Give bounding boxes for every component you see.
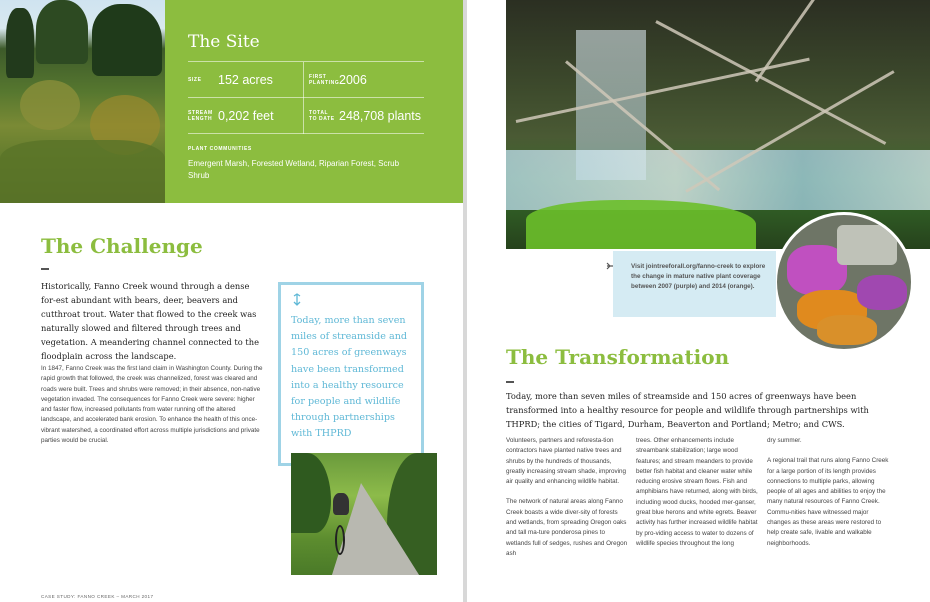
column-1-paragraph-1: Volunteers, partners and reforesta-tion contractors have planted native trees and shrubs by the hundreds of thousands, greatly increasing stream shade, improving air quality and enhancing wildlife habitat. [506,437,627,486]
challenge-divider [41,268,49,270]
transformation-lead: Today, more than seven miles of streamside and 150 acres of greenways have been transformed into a healthy resource for people and wildlife through partnerships with THPRD; the cities of Tigard, Durham, Beaverton and Portland; Metro; and CWS. [506,391,869,429]
pull-quote [278,282,424,466]
stat-stream-length [188,109,303,123]
challenge-title: The Challenge [41,234,203,258]
stat-size-value: 152 acres [218,72,273,87]
stats-row-1 [188,61,424,97]
stat-size-label: SIZE [188,76,202,83]
column-3-paragraph-2: A regional trail that runs along Fanno Creek for a large portion of its length provides connections to multiple parks, allowing people of all ages and abilities to enjoy the many natural resources of Fanno Creek. Commu-nities have witnessed major changes as these areas were restored to help create safe, livable and walkable neighborhoods. [767,457,889,547]
site-title: The Site [188,32,260,52]
stat-total-label: TOTAL TO DATE [309,109,335,122]
site-photo [0,0,165,203]
plant-communities [188,146,418,182]
map-callout [613,251,776,317]
transformation-divider [506,381,514,383]
transformation-column-1 [506,436,628,559]
stat-total [303,98,424,134]
site-stats [188,61,424,134]
communities-value: Emergent Marsh, Forested Wetland, Riparian Forest, Scrub Shrub [188,159,400,180]
bike-trail-photo [291,453,437,575]
callout-text: Visit jointreeforall.org/fanno-creek to explore the change in mature native plant coverage between 2007 (purple) and 2014 (orange). [631,263,766,290]
transformation-column-3 [767,436,889,549]
stat-stream-length-label: STREAM LENGTH [188,109,213,122]
left-page [0,0,463,602]
pull-quote-text: Today, more than seven miles of streamside and 150 acres of greenways have been transformed into a healthy resource for people and wildlife through partnerships with THPRD [291,315,408,440]
column-3-paragraph-1: dry summer. [767,437,802,444]
stat-size [188,73,303,87]
page-footer: CASE STUDY: FANNO CREEK – MARCH 2017 [41,594,154,599]
stat-stream-length-value: 0,202 feet [218,108,274,123]
transformation-title: The Transformation [506,345,730,369]
right-page [467,0,930,602]
column-1-paragraph-2: The network of natural areas along Fanno Creek boasts a wide diver-sity of forests and wetlands, from spreading Oregon oaks and tall ma-ture ponderosa pines to wetlands full of sedges, rushes and Oregon ash [506,498,628,557]
stat-first-planting-label: FIRST PLANTING [309,73,340,86]
arrow-down-icon [292,293,302,307]
challenge-lead: Historically, Fanno Creek wound through a dense for-est abundant with bears, deer, beavers and cutthroat trout. Water that flowed to the creek was naturally slowed and filtered through trees and vegetation. A meandering channel connected to the floodplain across the landscape. [41,281,259,361]
creek-photo [506,0,930,249]
stats-row-2 [188,97,424,133]
communities-label: PLANT COMMUNITIES [188,146,252,152]
transformation-column-2 [636,436,758,549]
coverage-map-image [774,212,914,352]
stat-total-value: 248,708 plants [339,108,422,123]
stat-first-planting [303,62,424,98]
stat-first-planting-value: 2006 [339,72,367,87]
column-2-paragraph-1: trees. Other enhancements include streambank stabilization; large wood features; and stream meanders to provide better fish habitat and cleaner water while reducing erosive stream flows. Fish and amphibians have returned, along with birds, including wood ducks, hooded mer-ganser, great blue herons and white egrets. Beaver activity has further increased wildlife habitat by pro-viding access to water to dozens of wildlife species throughout the long [636,437,758,547]
challenge-body: In 1847, Fanno Creek was the first land claim in Washington County. During the rapid growth that followed, the creek was channelized, forest was cleared and roads were built. Trees and shrubs were removed; in their absence, non-native vegetation invaded. The consequences for Fanno Creek were severe: higher and faster flow, increased pollutants from water running off the altered landscape, and accelerated bank erosion. To enhance the health of this once-vibrant watershed, a coordinated effort across multiple jurisdictions and private parties would be crucial. [41,365,263,445]
